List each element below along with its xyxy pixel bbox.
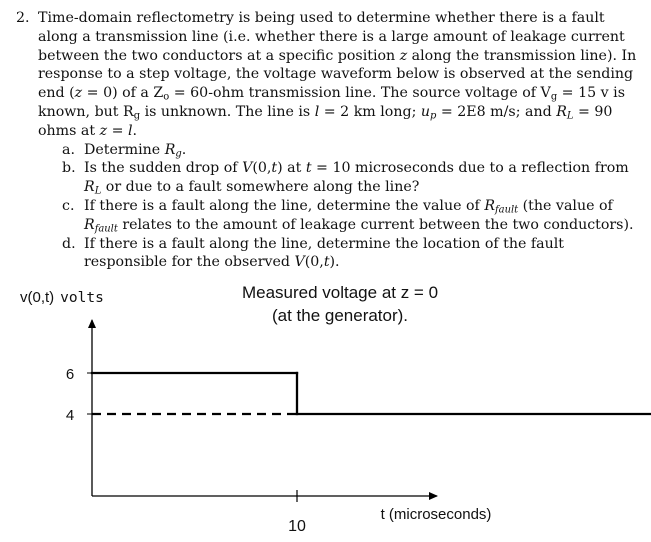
y-tick-label: 4 bbox=[65, 407, 75, 424]
sub-question-label: c. bbox=[62, 197, 75, 214]
sub-question-label: a. bbox=[62, 141, 75, 158]
sub-question-c: c. If there is a fault along the line, determine the value of $R_{fault}$ (the value of $R_{fault}$ relates to the amount of leakage current between the two conductors). bbox=[62, 197, 634, 235]
y-axis-label: v(0,t) volts bbox=[20, 289, 104, 306]
sub-question-label: d. bbox=[62, 235, 76, 252]
sub-question-label: b. bbox=[62, 160, 76, 177]
problem-2 bbox=[16, 9, 642, 272]
problem-statement: Time-domain reflectometry is being used to determine whether there is a fault along a transmission line (i.e. whether there is a large amount of leakage current between the two conductors at a specific position z along the transmission line). In response to a step voltage, the voltage waveform below is observed at the sending end (z = 0) of a $Z_o = 60-ohm$ transmission line. The source voltage of $V_g = 15$ v is known, but $R_g$ is unknown. The line is l = 2 km long; $u_p = 2E8$ m/s; and $R_L = 90$ ohms at z = l. bbox=[38, 10, 637, 139]
x-tick-label: 10 bbox=[288, 518, 306, 535]
chart-subtitle: (at the generator). bbox=[271, 306, 409, 325]
chart-marks bbox=[66, 366, 651, 535]
sub-questions bbox=[62, 141, 642, 273]
chart-svg bbox=[0, 270, 651, 542]
sub-question-a: a. Determine $R_g$. bbox=[62, 141, 187, 160]
chart-title: Measured voltage at z = 0 bbox=[241, 283, 439, 302]
sub-question-b: b. Is the sudden drop of V(0,t) at t = 10 microseconds due to a reflection from $R_L$ or due to a fault somewhere along the line? bbox=[62, 160, 629, 197]
x-axis-label: t (microseconds) bbox=[380, 506, 492, 523]
voltage-chart bbox=[0, 270, 651, 542]
y-tick-label: 6 bbox=[65, 366, 75, 383]
problem-number: 2. bbox=[16, 10, 30, 26]
sub-question-d: d. If there is a fault along the line, determine the location of the fault responsible for the observed V(0,t). bbox=[62, 235, 564, 271]
